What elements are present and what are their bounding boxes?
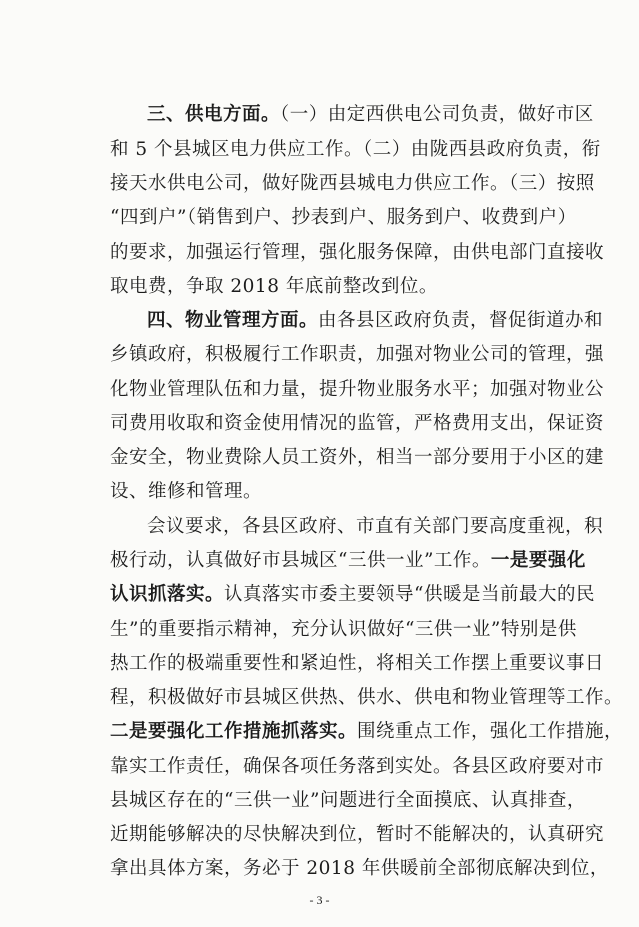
p1-line-2: 和 5 个县城区电力供应工作。（二）由陇西县政府负责，衔 bbox=[110, 139, 601, 160]
p1-line-6: 取电费，争取 2018 年底前整改到位。 bbox=[110, 276, 438, 297]
p1-line-3: 接天水供电公司，做好陇西县城电力供应工作。（三）按照 bbox=[110, 173, 595, 194]
page-number: - 3 - bbox=[309, 893, 330, 907]
p2-line-1: 四、物业管理方面。由各县区政府负责，督促街道办和 bbox=[147, 310, 604, 331]
p3-line-4: 生”的重要指示精神，充分认识做好“三供一业”特别是供 bbox=[110, 619, 577, 640]
p3-point-1-heading-b: 认识抓落实。 bbox=[110, 584, 225, 605]
p2-line-2: 乡镇政府，积极履行工作职责，加强对物业公司的管理，强 bbox=[110, 344, 605, 365]
p3-line-8: 靠实工作责任，确保各项任务落到实处。各县区政府要对市 bbox=[110, 756, 605, 777]
p2-line-4: 司费用收取和资金使用情况的监管，严格费用支出，保证资 bbox=[110, 413, 605, 434]
p2-line-5: 金安全，物业费除人员工资外，相当一部分要用于小区的建 bbox=[110, 447, 605, 468]
p1-line-1: 三、供电方面。（一）由定西供电公司负责，做好市区 bbox=[147, 104, 594, 125]
p3-line-5: 热工作的极端重要性和紧迫性，将相关工作摆上重要议事日 bbox=[110, 653, 605, 674]
p2-line-6: 设、维修和管理。 bbox=[110, 481, 263, 502]
p2-line-3: 化物业管理队伍和力量，提升物业服务水平；加强对物业公 bbox=[110, 379, 605, 400]
p3-point-2-heading: 二是要强化工作措施抓落实。 bbox=[110, 721, 358, 742]
p3-point-1-heading-a: 一是要强化 bbox=[490, 550, 586, 571]
p1-line-5: 的要求，加强运行管理，强化服务保障，由供电部门直接收 bbox=[110, 242, 605, 263]
p3-line-9: 县城区存在的“三供一业”问题进行全面摸底、认真排查， bbox=[110, 790, 586, 811]
p3-line-6: 程，积极做好市县城区供热、供水、供电和物业管理等工作。 bbox=[110, 687, 624, 708]
p3-line-2: 极行动，认真做好市县城区“三供一业”工作。一是要强化 bbox=[110, 550, 586, 571]
p3-line-3: 认识抓落实。认真落实市委主要领导“供暖是当前最大的民 bbox=[110, 584, 595, 605]
p1-line-4: “四到户”（销售到户、抄表到户、服务到户、收费到户） bbox=[110, 207, 577, 228]
p3-line-1: 会议要求，各县区政府、市直有关部门要高度重视，积 bbox=[147, 516, 604, 537]
p1-heading: 三、供电方面。 bbox=[147, 104, 281, 125]
p2-heading: 四、物业管理方面。 bbox=[147, 310, 319, 331]
p3-line-10: 近期能够解决的尽快解决到位，暂时不能解决的，认真研究 bbox=[110, 824, 605, 845]
p3-line-11: 拿出具体方案，务必于 2018 年供暖前全部彻底解决到位， bbox=[110, 858, 609, 879]
p3-line-7: 二是要强化工作措施抓落实。围绕重点工作，强化工作措施， bbox=[110, 721, 624, 742]
